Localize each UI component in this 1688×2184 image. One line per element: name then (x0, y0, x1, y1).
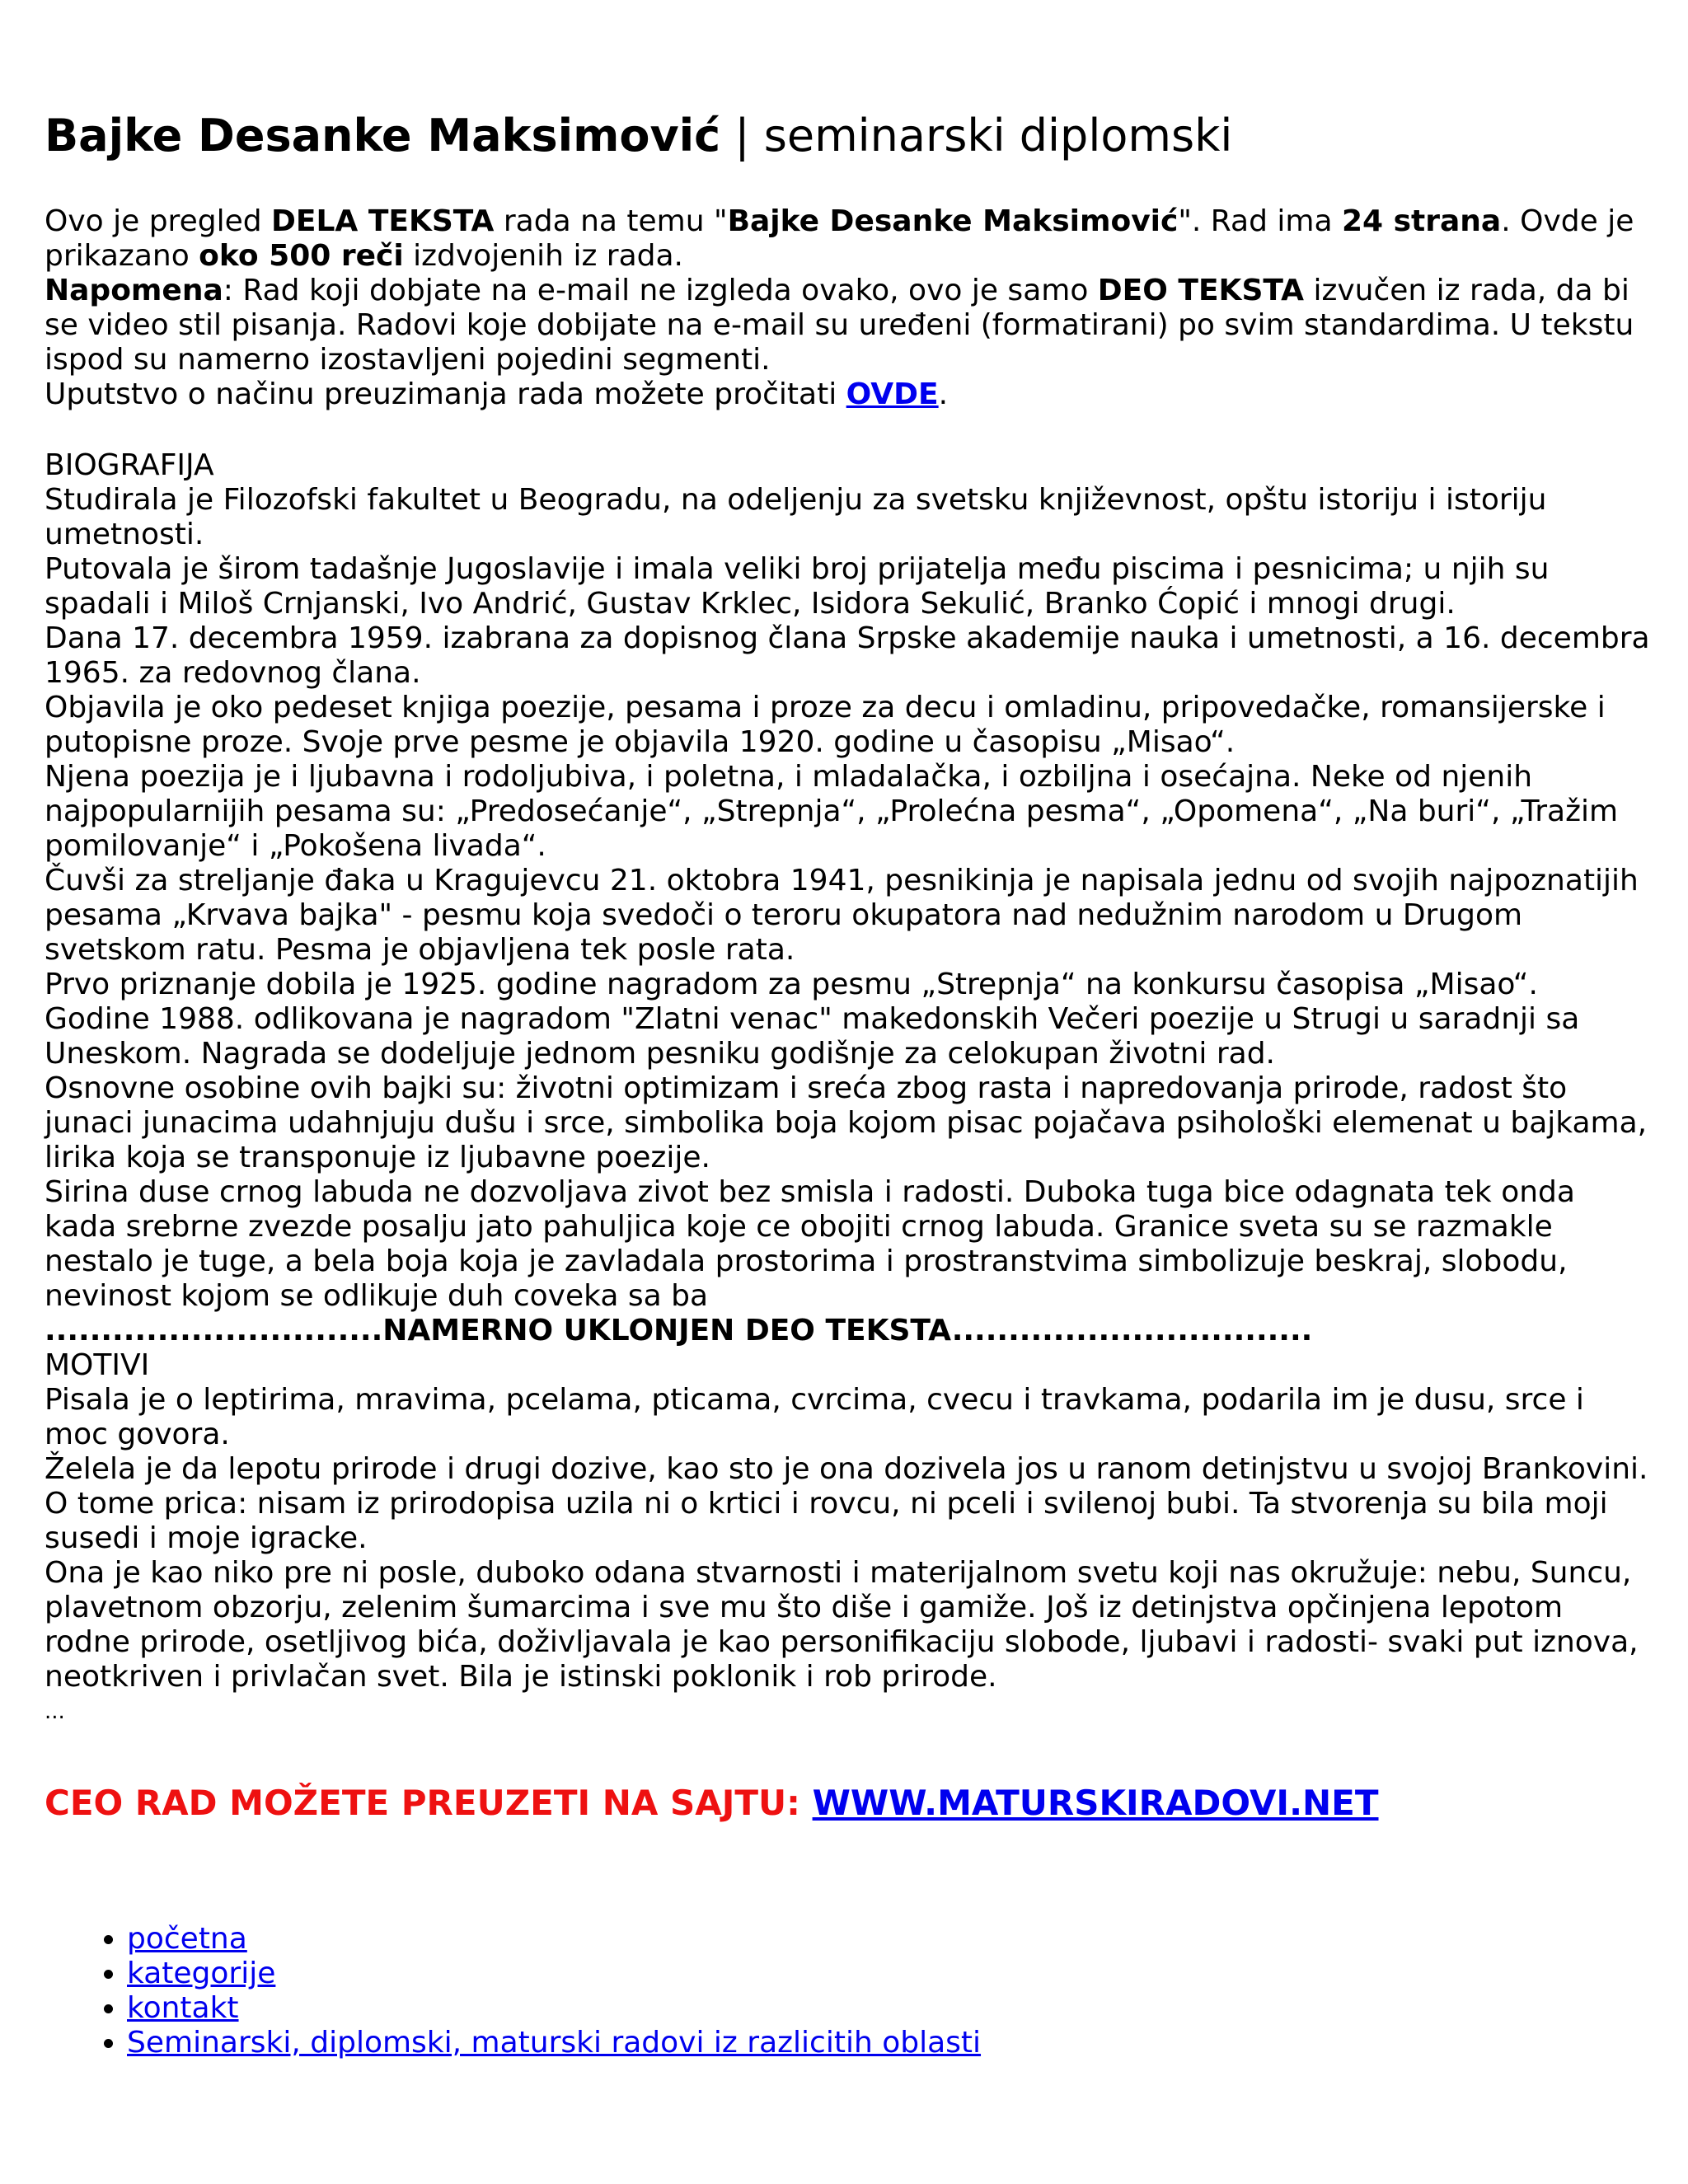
download-cta (45, 1780, 1379, 1826)
nav-link-kategorije[interactable]: kategorije (127, 1957, 276, 1990)
instructions-paragraph (45, 377, 1652, 412)
article-body (45, 448, 1652, 1729)
intro-summary-part: oko 500 reči (199, 239, 404, 273)
intro-summary-part: . Ovde je prikazano (45, 204, 1634, 273)
intro-summary-part: rada na temu " (494, 204, 728, 238)
nav-item-kategorije (127, 1957, 981, 1991)
body-paragraph: Želela je da lepotu prirode i drugi dozive, kao sto je ona dozivela jos u ranom detinjstvu u svojoj Brankovini. O tome prica: nisam iz prirodopisa uzila ni o krtici i rovcu, ni pceli i svilenoj bubi. Ta stvorenja su bila moji susedi i moje igracke. (45, 1452, 1648, 1555)
intro-summary-part: izdvojenih iz rada. (403, 239, 683, 273)
nav-item-radovi (127, 2026, 981, 2060)
note-bold: DEO TEKSTA (1097, 274, 1305, 307)
intro-summary-part: Bajke Desanke Maksimović (727, 204, 1179, 238)
intro-summary-part: DELA TEKSTA (271, 204, 495, 238)
ellipsis: ... (45, 1699, 65, 1724)
cta-site-link[interactable]: WWW.MATURSKIRADOVI.NET (812, 1783, 1379, 1823)
body-paragraph: Prvo priznanje dobila je 1925. godine nagradom za pesmu „Strepnja“ na konkursu časopisa „Misao“. Godine 1988. odlikovana je nagradom "Zlatni venac" makedonskih Večeri poezije u Strugi u saradnji sa Uneskom. Nagrada se dodeljuje jednom pesniku godišnje za celokupan životni rad. (45, 968, 1580, 1071)
section-heading-biografija: BIOGRAFIJA (45, 448, 214, 482)
body-paragraph: Sirina duse crnog labuda ne dozvoljava zivot bez smisla i radosti. Duboka tuga bice odagnata tek onda kada srebrne zvezde posalju jato pahuljica koje ce obojiti crnog labuda. Granice sveta su se razmakle nestalo je tuge, a bela boja koja je zavladala prostorima i prostranstvima simbolizuje beskraj, slobodu, nevinost kojom se odlikuje duh coveka sa ba (45, 1175, 1575, 1313)
footer-nav (45, 1922, 981, 2060)
body-paragraph: Studirala je Filozofski fakultet u Beogradu, na odeljenju za svetsku književnost, opštu istoriju i istoriju umetnosti. (45, 483, 1547, 551)
page-title-rest: | seminarski diplomski (720, 110, 1233, 162)
note-text: izvučen iz rada, da bi se video stil pisanja. Radovi koje dobijate na e-mail su uređeni (formatirani) po svim standardima. U tekstu ispod su namerno izostavljeni pojedini segmenti. (45, 274, 1634, 377)
body-paragraph: Čuvši za streljanje đaka u Kragujevcu 21. oktobra 1941, pesnikinja je napisala jednu od svojih najpoznatijih pesama „Krvava bajka" - pesmu koja svedoči o teroru okupatora nad nedužnim narodom u Drugom svetskom ratu. Pesma je objavljena tek posle rata. (45, 864, 1639, 967)
nav-link-kontakt[interactable]: kontakt (127, 1991, 239, 2025)
intro-summary (45, 204, 1652, 274)
page-title-bold: Bajke Desanke Maksimović (45, 110, 721, 162)
note-text: Rad koji dobjate na e-mail ne izgleda ovako, ovo je samo (242, 274, 1098, 307)
section-heading-motivi: MOTIVI (45, 1348, 150, 1382)
intro-block (45, 204, 1652, 412)
body-paragraph: Ona je kao niko pre ni posle, duboko odana stvarnosti i materijalnom svetu koji nas okružuje: nebu, Suncu, plavetnom obzorju, zelenim šumarcima i sve mu što diše i gamiže. Još iz detinjstva opčinjena lepotom rodne prirode, osetljivog bića, doživljavala je kao personifikaciju slobode, ljubavi i radosti- svaki put iznova, neotkriven i privlačan svet. Bila je istinski poklonik i rob prirode. (45, 1556, 1639, 1694)
body-paragraph: Osnovne osobine ovih bajki su: životni optimizam i sreća zbog rasta i napredovanja prirode, radost što junaci junacima udahnjuju dušu i srce, simbolika boja kojom pisac pojačava psihološki elemenat u bajkama, lirika koja se transponuje iz ljubavne poezije. (45, 1071, 1648, 1174)
note-paragraph (45, 274, 1652, 377)
removed-text-notice: ..............................NAMERNO UKLONJEN DEO TEKSTA................................ (45, 1314, 1313, 1347)
body-paragraph: Pisala je o leptirima, mravima, pcelama, pticama, cvrcima, cvecu i travkama, podarila im je dusu, srce i moc govora. (45, 1383, 1584, 1451)
nav-link-pocetna[interactable]: početna (127, 1922, 247, 1956)
instructions-link[interactable]: OVDE (846, 377, 939, 411)
body-paragraph: Dana 17. decembra 1959. izabrana za dopisnog člana Srpske akademije nauka i umetnosti, a 16. decembra 1965. za redovnog člana. (45, 621, 1650, 690)
nav-link-radovi[interactable]: Seminarski, diplomski, maturski radovi iz razlicitih oblasti (127, 2026, 982, 2060)
instructions-text: Uputstvo o načinu preuzimanja rada možete pročitati (45, 377, 846, 411)
intro-summary-part: ". Rad ima (1178, 204, 1342, 238)
body-paragraph: Objavila je oko pedeset knjiga poezije, pesama i proze za decu i omladinu, pripovedačke, romansijerske i putopisne proze. Svoje prve pesme je objavila 1920. godine u časopisu „Misao“. (45, 691, 1606, 759)
note-label: Napomena (45, 274, 223, 307)
body-paragraph: Njena poezija je i ljubavna i rodoljubiva, i poletna, i mladalačka, i ozbiljna i osećajna. Neke od njenih najpopularnijih pesama su: „Predosećanje“, „Strepnja“, „Prolećna pesma“, „Opomena“, „Na buri“, „Tražim pomilovanje“ i „Pokošena livada“. (45, 760, 1619, 863)
cta-text: CEO RAD MOŽETE PREUZETI NA SAJTU: (45, 1783, 813, 1823)
body-paragraph: Putovala je širom tadašnje Jugoslavije i imala veliki broj prijatelja među piscima i pesnicima; u njih su spadali i Miloš Crnjanski, Ivo Andrić, Gustav Krklec, Isidora Sekulić, Branko Ćopić i mnogi drugi. (45, 552, 1550, 621)
note-colon: : (223, 274, 243, 307)
nav-item-kontakt (127, 1991, 981, 2026)
intro-summary-part: Ovo je pregled (45, 204, 272, 238)
instructions-end: . (938, 377, 949, 411)
nav-item-pocetna (127, 1922, 981, 1957)
page-title (45, 107, 1232, 165)
intro-summary-part: 24 strana (1341, 204, 1502, 238)
